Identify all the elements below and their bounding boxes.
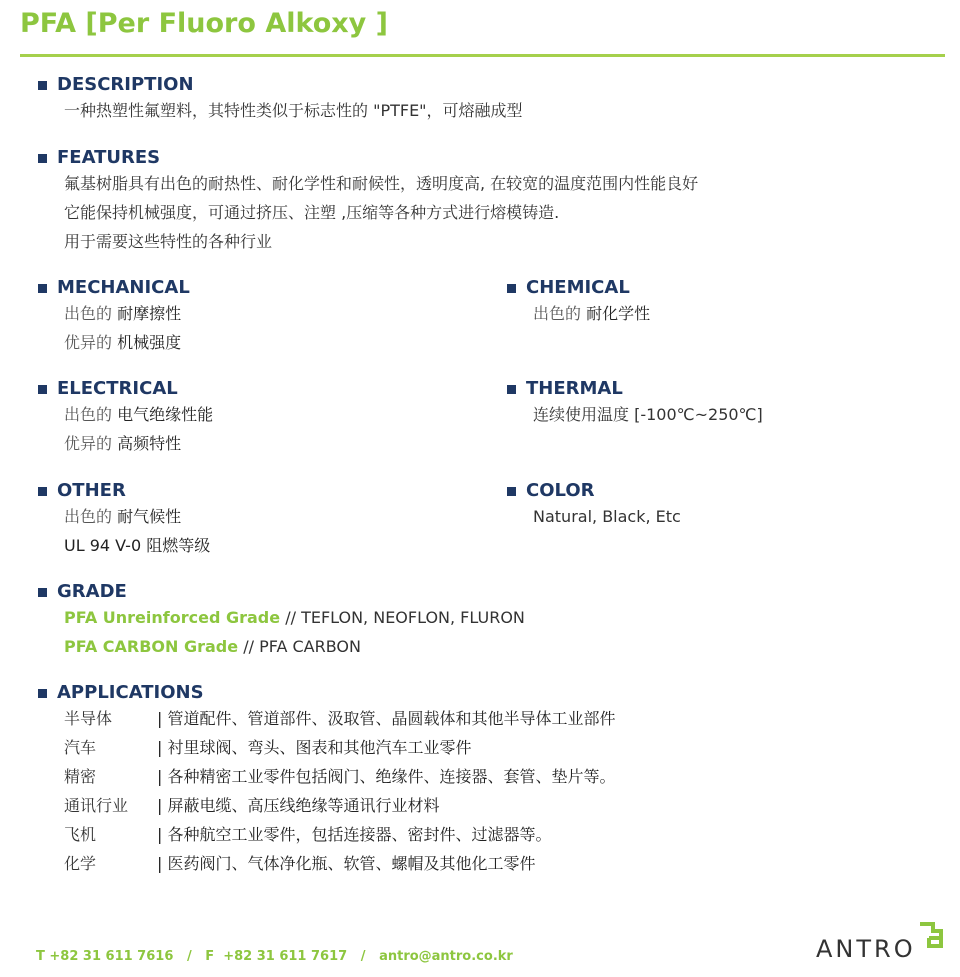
electrical-section bbox=[38, 377, 213, 458]
chemical-line bbox=[507, 299, 650, 328]
section-bullet-icon bbox=[38, 588, 47, 597]
electrical-heading: ELECTRICAL bbox=[57, 377, 178, 399]
application-desc: | 医药阀门、气体净化瓶、软管、螺帽及其他化工零件 bbox=[157, 854, 536, 873]
electrical-line bbox=[38, 429, 213, 458]
description-heading: DESCRIPTION bbox=[57, 73, 194, 95]
thermal-heading: THERMAL bbox=[526, 377, 623, 399]
chemical-value: 耐化学性 bbox=[586, 304, 651, 323]
application-name: 半导体 bbox=[64, 709, 113, 728]
features-line: 用于需要这些特性的各种行业 bbox=[64, 232, 273, 251]
thermal-text: 连续使用温度 [-100℃~250℃] bbox=[533, 405, 763, 424]
section-bullet-icon bbox=[38, 689, 47, 698]
other-value: 阻燃等级 bbox=[146, 536, 211, 555]
applications-list bbox=[38, 704, 615, 878]
mechanical-prefix: 优异的 bbox=[64, 333, 113, 352]
mechanical-value: 耐摩擦性 bbox=[117, 304, 182, 323]
application-desc: | 管道配件、管道部件、汲取管、晶圆载体和其他半导体工业部件 bbox=[157, 709, 616, 728]
thermal-section bbox=[507, 377, 763, 429]
other-section bbox=[38, 479, 210, 560]
application-name: 通讯行业 bbox=[64, 796, 129, 815]
logo-mark-icon bbox=[917, 922, 945, 952]
antro-logo bbox=[816, 922, 946, 966]
application-desc: | 衬里球阀、弯头、图表和其他汽车工业零件 bbox=[157, 738, 472, 757]
grade-value: PFA CARBON bbox=[259, 637, 361, 656]
grade-separator: // bbox=[238, 637, 260, 656]
features-section bbox=[38, 146, 698, 256]
application-row bbox=[38, 791, 615, 820]
mechanical-value: 机械强度 bbox=[117, 333, 182, 352]
logo-text: ANTRO bbox=[816, 935, 916, 963]
application-name: 飞机 bbox=[64, 825, 97, 844]
other-line bbox=[38, 502, 210, 531]
application-row bbox=[38, 704, 615, 733]
application-name: 精密 bbox=[64, 767, 97, 786]
title-rule bbox=[20, 54, 945, 57]
mechanical-prefix: 出色的 bbox=[64, 304, 113, 323]
section-bullet-icon bbox=[38, 154, 47, 163]
mechanical-heading: MECHANICAL bbox=[57, 276, 190, 298]
application-desc: | 屏蔽电缆、高压线绝缘等通讯行业材料 bbox=[157, 796, 440, 815]
other-prefix: 出色的 bbox=[64, 507, 113, 526]
other-value: 耐气候性 bbox=[117, 507, 182, 526]
grade-section bbox=[38, 580, 525, 661]
section-bullet-icon bbox=[38, 284, 47, 293]
color-section bbox=[507, 479, 681, 531]
grade-value: TEFLON, NEOFLON, FLURON bbox=[301, 608, 525, 627]
features-line: 它能保持机械强度，可通过挤压、注塑 ,压缩等各种方式进行熔模铸造. bbox=[64, 203, 560, 222]
section-bullet-icon bbox=[38, 487, 47, 496]
mechanical-line bbox=[38, 299, 190, 328]
electrical-prefix: 优异的 bbox=[64, 434, 113, 453]
grade-heading: GRADE bbox=[57, 580, 127, 602]
mechanical-line bbox=[38, 328, 190, 357]
color-text: Natural, Black, Etc bbox=[533, 507, 681, 526]
grade-name: PFA CARBON Grade bbox=[64, 637, 239, 656]
description-section bbox=[38, 73, 523, 125]
other-line bbox=[38, 531, 210, 560]
section-bullet-icon bbox=[38, 385, 47, 394]
section-bullet-icon bbox=[507, 385, 516, 394]
application-row bbox=[38, 733, 615, 762]
electrical-line bbox=[38, 400, 213, 429]
electrical-value: 高频特性 bbox=[117, 434, 182, 453]
application-row bbox=[38, 849, 615, 878]
applications-heading: APPLICATIONS bbox=[57, 681, 204, 703]
description-text: 一种热塑性氟塑料，其特性类似于标志性的 "PTFE"，可熔融成型 bbox=[64, 101, 523, 120]
application-desc: | 各种精密工业零件包括阀门、绝缘件、连接器、套管、垫片等。 bbox=[157, 767, 616, 786]
application-row bbox=[38, 762, 615, 791]
features-heading: FEATURES bbox=[57, 146, 161, 168]
application-name: 汽车 bbox=[64, 738, 97, 757]
application-name: 化学 bbox=[64, 854, 97, 873]
electrical-value: 电气绝缘性能 bbox=[117, 405, 214, 424]
page-title: PFA [Per Fluoro Alkoxy ] bbox=[20, 8, 389, 39]
other-prefix: UL 94 V-0 bbox=[64, 536, 142, 555]
applications-section bbox=[38, 681, 615, 878]
chemical-heading: CHEMICAL bbox=[526, 276, 630, 298]
other-heading: OTHER bbox=[57, 479, 126, 501]
grade-item bbox=[38, 603, 525, 632]
grade-name: PFA Unreinforced Grade bbox=[64, 608, 281, 627]
application-desc: | 各种航空工业零件，包括连接器、密封件、过滤器等。 bbox=[157, 825, 552, 844]
application-row bbox=[38, 820, 615, 849]
features-line: 氟基树脂具有出色的耐热性、耐化学性和耐候性，透明度高, 在较宽的温度范围内性能良好 bbox=[64, 174, 699, 193]
section-bullet-icon bbox=[38, 81, 47, 90]
electrical-prefix: 出色的 bbox=[64, 405, 113, 424]
mechanical-section bbox=[38, 276, 190, 357]
section-bullet-icon bbox=[507, 487, 516, 496]
chemical-prefix: 出色的 bbox=[533, 304, 582, 323]
footer-contact: T +82 31 611 7616 / F +82 31 611 7617 / antro@antro.co.kr bbox=[36, 949, 513, 964]
grade-separator: // bbox=[280, 608, 302, 627]
section-bullet-icon bbox=[507, 284, 516, 293]
color-heading: COLOR bbox=[526, 479, 595, 501]
grade-item bbox=[38, 632, 525, 661]
chemical-section bbox=[507, 276, 650, 328]
